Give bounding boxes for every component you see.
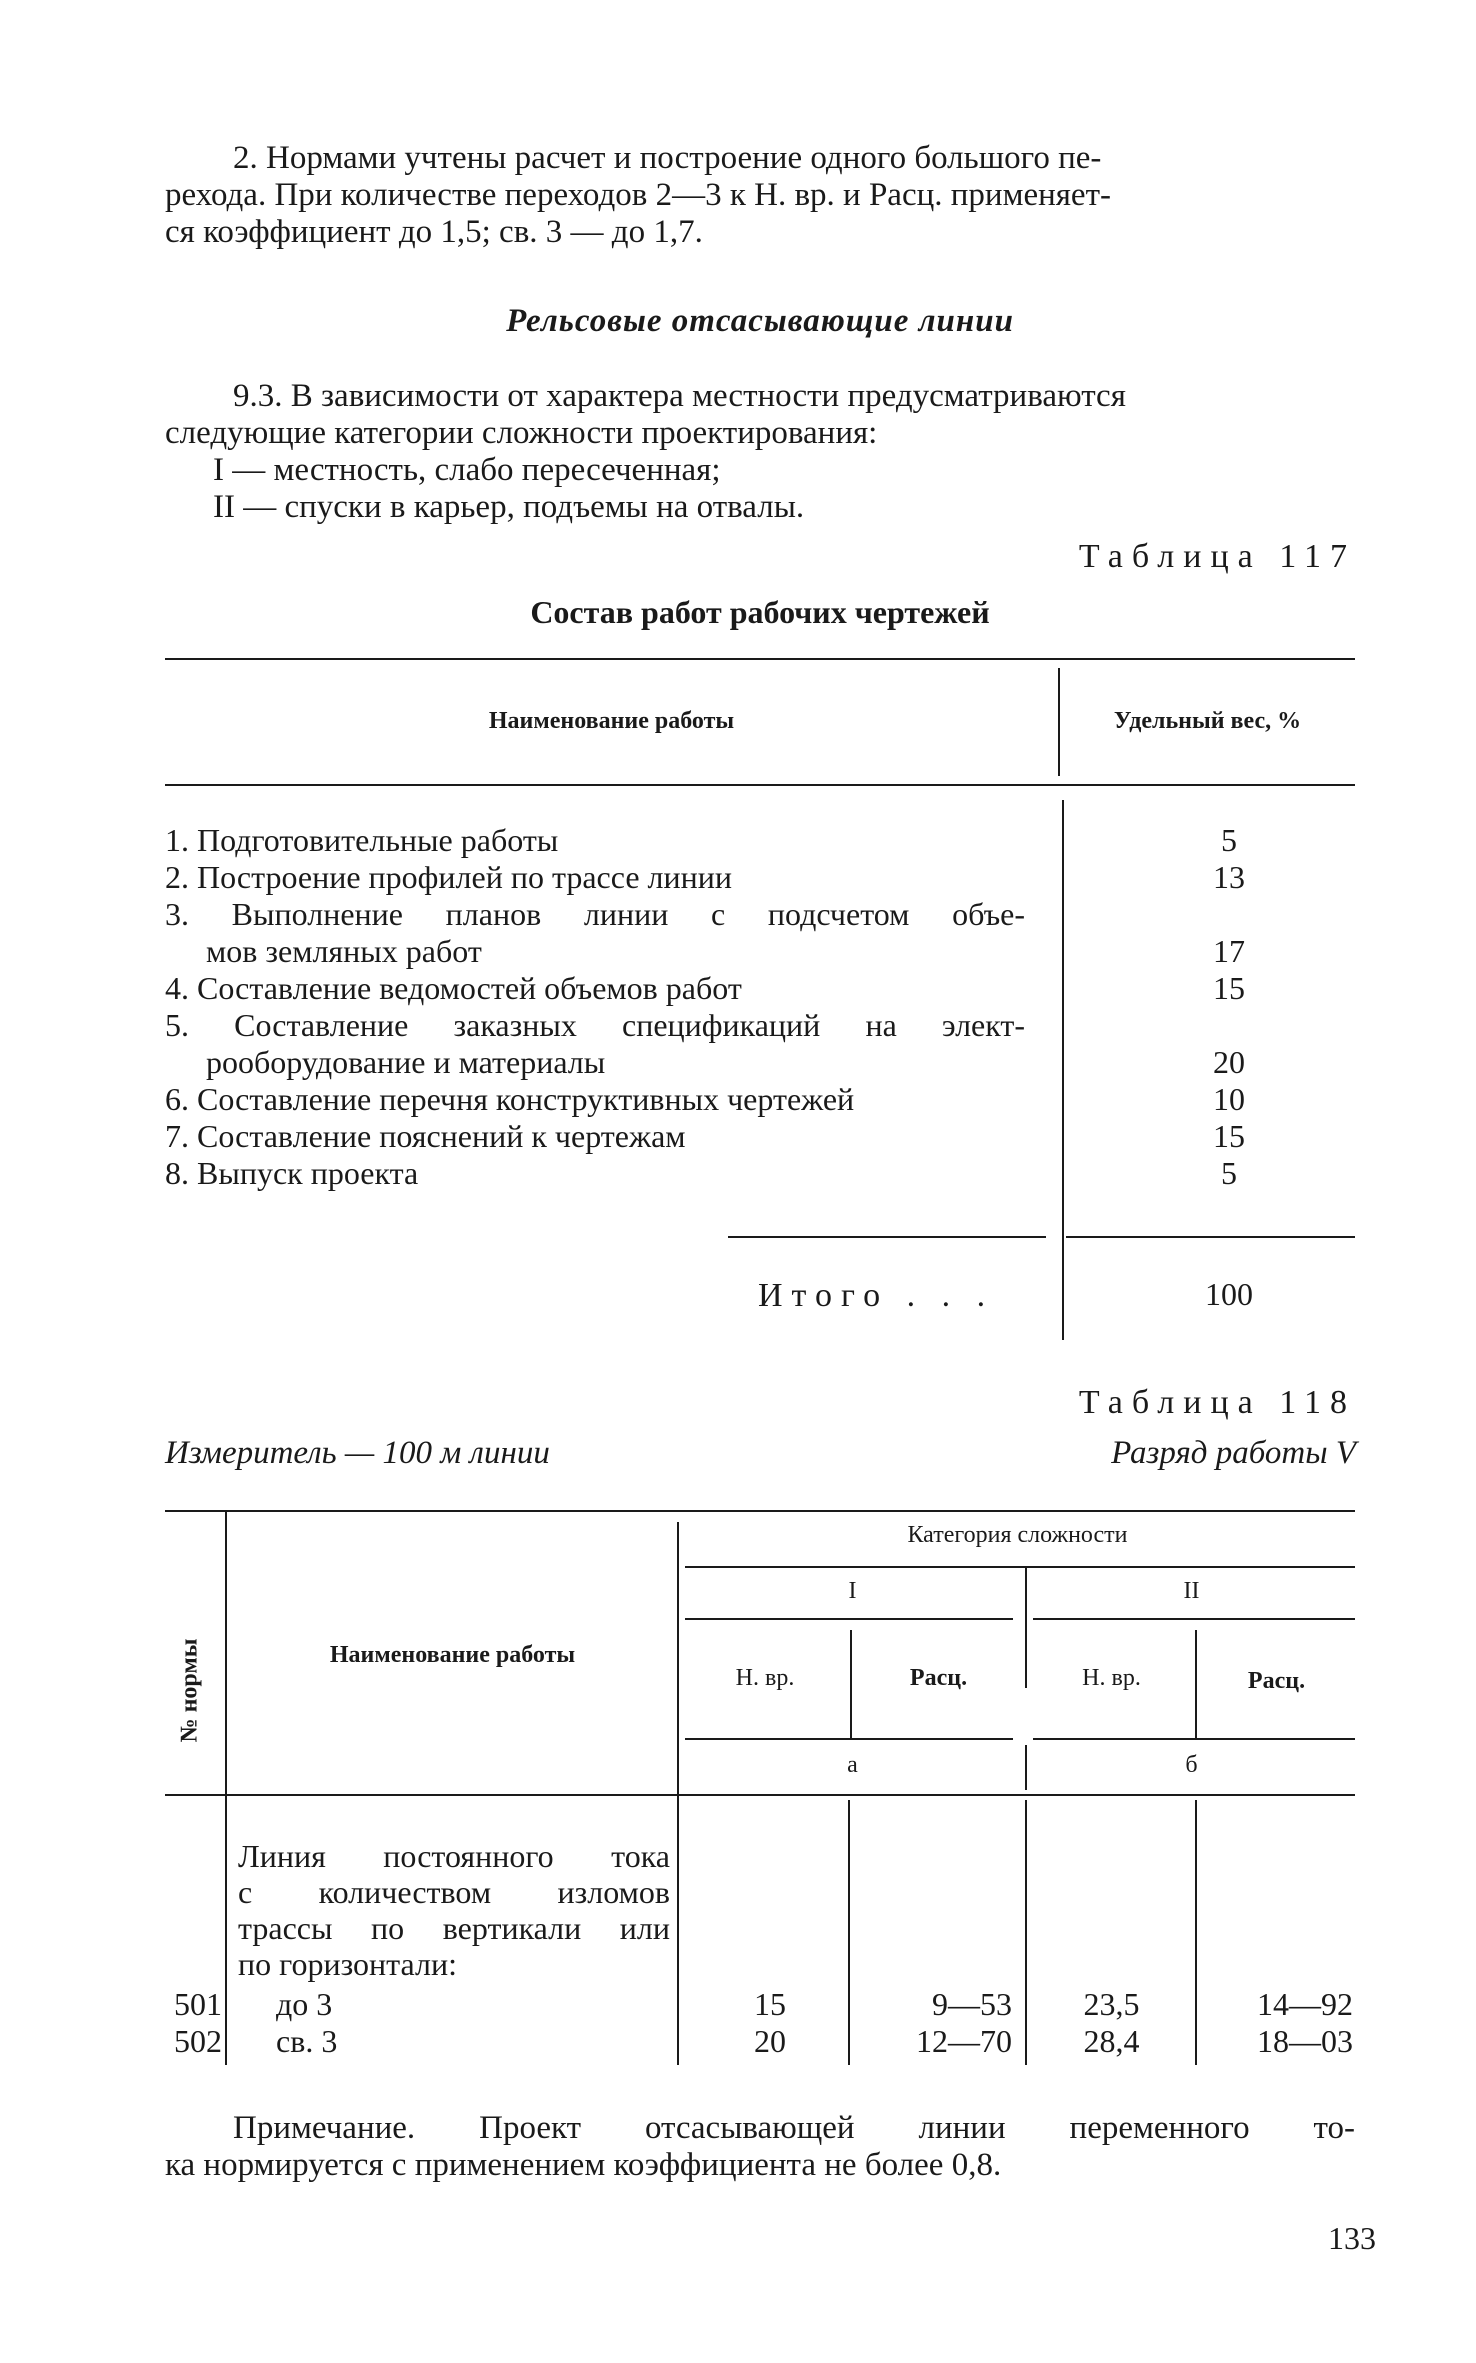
clause-line: II — спуски в карьер, подъемы на отвалы.: [213, 489, 805, 525]
table-row: [165, 1118, 1015, 1154]
table-118-subheader-rule-a: [685, 1738, 1013, 1740]
row-value: 5: [1221, 822, 1237, 858]
bottom-note-line: ка нормируется с применением коэффициента не более 0,8.: [165, 2147, 1002, 2183]
table-118-top-rule: [165, 1510, 1355, 1512]
table-117-total-rule-left: [728, 1236, 1046, 1238]
table-118-header-letter-a: а: [847, 1752, 858, 1778]
table-118-letter-divider: [1025, 1745, 1027, 1790]
row-text: 2. Построение профилей по трассе линии: [165, 859, 732, 895]
row-text: 4. Составление ведомостей объемов работ: [165, 970, 742, 1006]
table-117-total-label: Итого . . .: [758, 1277, 995, 1314]
table-118-cat2-rule: [1033, 1618, 1355, 1620]
row-rasc2: 14—92: [1257, 1986, 1353, 2022]
page-number: 133: [1328, 2220, 1376, 2256]
table-117-total-value: 100: [1205, 1276, 1253, 1312]
table-118-header-category: Категория сложности: [907, 1522, 1128, 1548]
top-note-line: рехода. При количестве переходов 2—3 к Н. вр. и Расц. применяет-: [165, 177, 1111, 213]
description-line: с количеством изломов: [238, 1874, 670, 1910]
bottom-note-text: Примечание. Проект отсасывающей линии переменного то-: [233, 2110, 1355, 2146]
table-118-col-divider-no: [225, 1512, 227, 2065]
row-nvr1: 15: [754, 1986, 786, 2022]
table-row: [165, 822, 1015, 858]
row-name: до 3: [276, 1986, 333, 2022]
description-line: по горизонтали:: [238, 1946, 457, 1982]
table-118-body-divider-2: [1025, 1800, 1027, 2065]
top-note-line: 2. Нормами учтены расчет и построение одного большого пе-: [233, 140, 1102, 176]
table-118-col-divider-sub2: [1195, 1630, 1197, 1740]
clause-text: [165, 378, 1355, 526]
table-row: [206, 933, 1006, 969]
row-nvr2: 23,5: [1083, 1986, 1140, 2022]
table-118-subheader-rule-b: [1033, 1738, 1355, 1740]
table-117-title: Состав работ рабочих чертежей: [530, 594, 990, 630]
table-118-label: Таблица 118: [1078, 1384, 1356, 1421]
row-text: 1. Подготовительные работы: [165, 822, 559, 858]
row-value: 15: [1213, 1118, 1245, 1154]
row-text: 8. Выпуск проекта: [165, 1155, 419, 1191]
row-nvr1: 20: [754, 2023, 786, 2059]
row-text: 6. Составление перечня конструктивных чертежей: [165, 1081, 855, 1117]
row-text: мов земляных работ: [206, 933, 482, 969]
row-value: 13: [1213, 859, 1245, 895]
row-value: 15: [1213, 970, 1245, 1006]
row-text: 5. Составление заказных спецификаций на элект-: [165, 1007, 1025, 1043]
bottom-note: [165, 2110, 1355, 2184]
table-118-header-cat2: II: [1183, 1578, 1200, 1604]
row-number: 502: [174, 2023, 222, 2059]
row-number: 501: [174, 1986, 222, 2022]
row-name: св. 3: [276, 2023, 338, 2059]
table-row: [165, 859, 1015, 895]
table-117-label: Таблица 117: [1078, 538, 1356, 575]
table-118-header-nvr1: Н. вр.: [735, 1665, 795, 1691]
table-118-header-cat1: I: [848, 1578, 857, 1604]
table-118-grade: Разряд работы V: [1111, 1435, 1356, 1471]
table-row: [165, 1155, 1015, 1191]
row-text: рооборудование и материалы: [206, 1044, 606, 1080]
table-118-col-divider-cat: [1025, 1568, 1027, 1688]
description-line: трассы по вертикали или: [238, 1910, 670, 1946]
table-row: [206, 1044, 1006, 1080]
table-118-header-letter-b: б: [1185, 1752, 1198, 1778]
row-value: 17: [1213, 933, 1245, 969]
table-118-header-rule: [165, 1794, 1355, 1796]
table-117-total-rule-right: [1066, 1236, 1355, 1238]
clause-line: 9.3. В зависимости от характера местности предусматриваются: [233, 378, 1126, 414]
row-rasc2: 18—03: [1257, 2023, 1353, 2059]
table-117-header-weight: Удельный вес, %: [1113, 708, 1302, 734]
row-rasc1: 9—53: [932, 1986, 1012, 2022]
row-nvr2: 28,4: [1083, 2023, 1140, 2059]
table-118-cat1-rule: [685, 1618, 1013, 1620]
table-row: [165, 1007, 1025, 1043]
table-118-category-rule: [685, 1566, 1355, 1568]
table-117-top-rule: [165, 658, 1355, 660]
description-line: Линия постоянного тока: [238, 1838, 670, 1874]
row-text: 7. Составление пояснений к чертежам: [165, 1118, 686, 1154]
top-note-line: ся коэффициент до 1,5; св. 3 — до 1,7.: [165, 214, 703, 250]
table-118-header-nvr2: Н. вр.: [1082, 1665, 1141, 1691]
table-118-header-rasc1: Расц.: [909, 1665, 968, 1691]
row-value: 20: [1213, 1044, 1245, 1080]
clause-line: следующие категории сложности проектирования:: [165, 415, 878, 451]
table-118-header-name: Наименование работы: [329, 1642, 576, 1668]
row-text: 3. Выполнение планов линии с подсчетом объе-: [165, 896, 1025, 932]
row-value: 5: [1221, 1155, 1237, 1191]
row-value: 10: [1213, 1081, 1245, 1117]
table-117-header-rule: [165, 784, 1355, 786]
table-118-description: [238, 1838, 670, 1982]
table-row: [165, 1081, 1045, 1117]
top-note: [165, 140, 1355, 251]
table-117-header-name: Наименование работы: [488, 708, 735, 734]
table-118-header-no: № нормы: [176, 1638, 203, 1743]
clause-line: I — местность, слабо пересеченная;: [213, 452, 721, 488]
table-row: [165, 970, 1015, 1006]
table-118-header-rasc2: Расц.: [1247, 1668, 1306, 1694]
section-heading: Рельсовые отсасывающие линии: [506, 303, 1014, 339]
table-118-measure: Измеритель — 100 м линии: [165, 1435, 550, 1471]
bottom-note-line: [165, 2110, 1355, 2147]
table-118-body-divider-3: [1195, 1800, 1197, 2065]
row-rasc1: 12—70: [916, 2023, 1012, 2059]
table-row: [165, 896, 1025, 932]
